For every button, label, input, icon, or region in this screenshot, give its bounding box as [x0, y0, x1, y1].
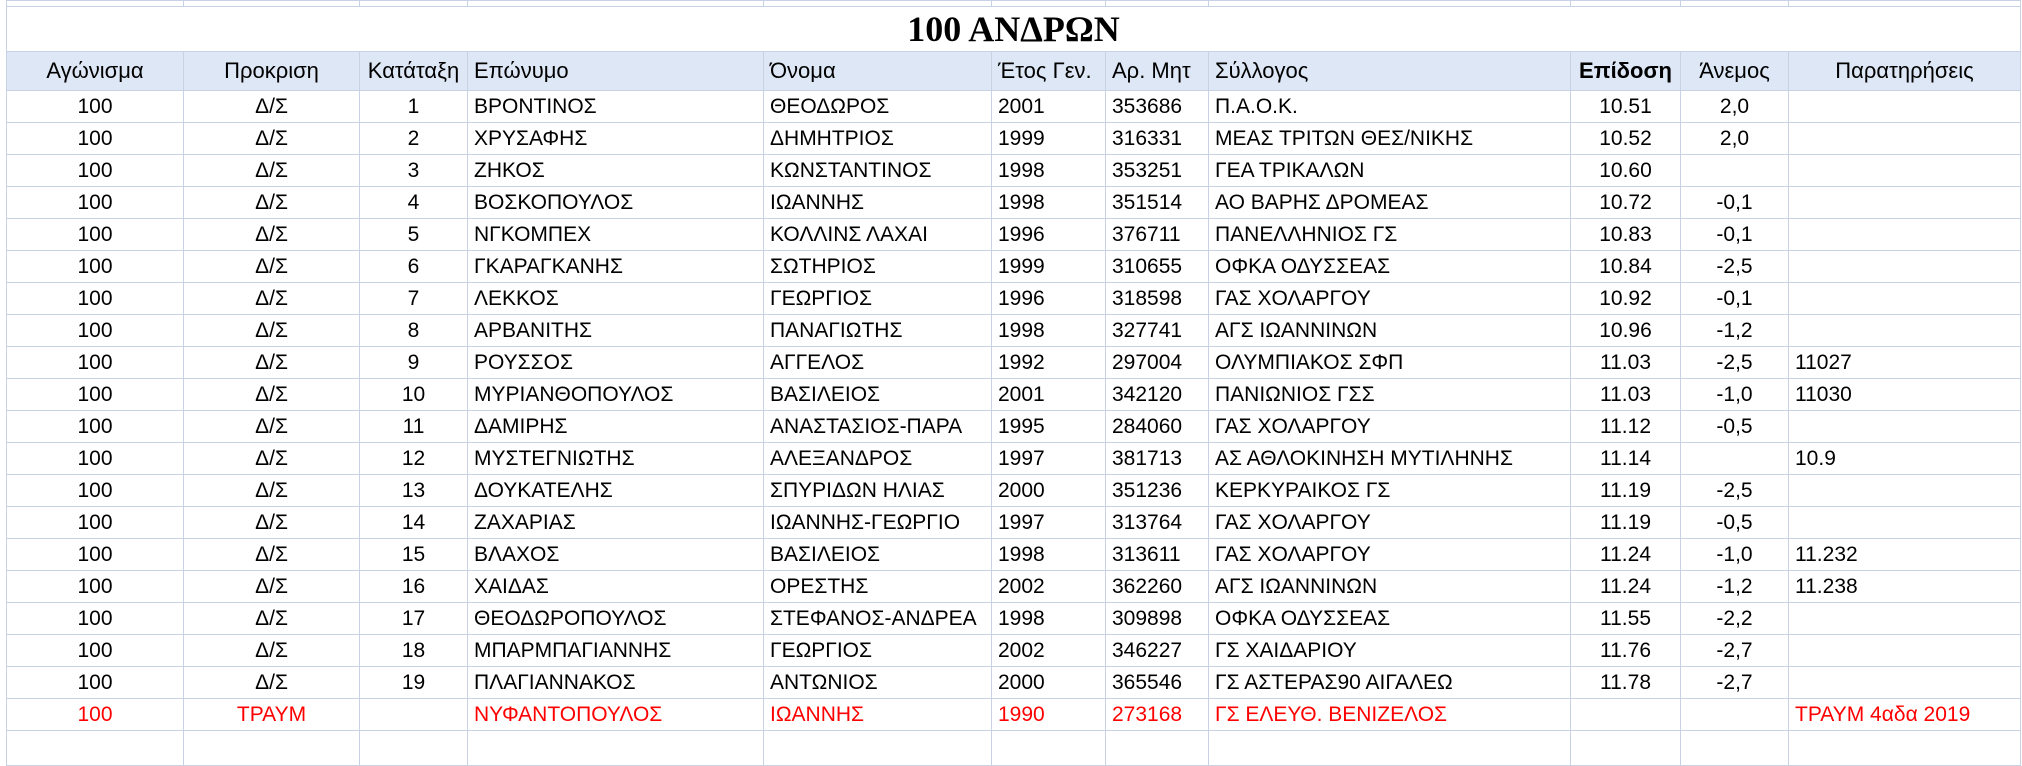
cell-remarks[interactable]: 11027	[1789, 347, 2021, 379]
empty-cell[interactable]	[468, 731, 764, 766]
cell-event[interactable]: 100	[7, 539, 184, 571]
cell-performance[interactable]: 11.03	[1571, 347, 1681, 379]
cell-remarks[interactable]	[1789, 219, 2021, 251]
cell-surname[interactable]: ΜΥΡΙΑΝΘΟΠΟΥΛΟΣ	[468, 379, 764, 411]
cell-performance[interactable]: 10.60	[1571, 155, 1681, 187]
cell-rank[interactable]: 14	[360, 507, 468, 539]
cell-remarks[interactable]	[1789, 411, 2021, 443]
cell-wind[interactable]: -2,7	[1681, 667, 1789, 699]
results-table	[6, 0, 2021, 766]
cell-performance[interactable]: 11.03	[1571, 379, 1681, 411]
table-row	[7, 91, 2021, 123]
cell-surname[interactable]: ΔΑΜΙΡΗΣ	[468, 411, 764, 443]
cell-surname[interactable]: ΛΕΚΚΟΣ	[468, 283, 764, 315]
cell-qualification[interactable]: Δ/Σ	[184, 155, 360, 187]
empty-cell[interactable]	[1209, 731, 1571, 766]
cell-club[interactable]: ΜΕΑΣ ΤΡΙΤΩΝ ΘΕΣ/ΝΙΚΗΣ	[1209, 123, 1571, 155]
cell-qualification[interactable]: Δ/Σ	[184, 283, 360, 315]
cell-remarks[interactable]: 11.232	[1789, 539, 2021, 571]
cell-remarks[interactable]: ΤΡΑΥΜ 4αδα 2019	[1789, 699, 2021, 731]
cell-registration-number[interactable]: 310655	[1106, 251, 1209, 283]
cell-first-name[interactable]: ΟΡΕΣΤΗΣ	[764, 571, 992, 603]
cell-surname[interactable]: ΖΗΚΟΣ	[468, 155, 764, 187]
cell-club[interactable]: Π.Α.Ο.Κ.	[1209, 91, 1571, 123]
cell-birth-year[interactable]: 2001	[992, 379, 1106, 411]
cell-registration-number[interactable]: 342120	[1106, 379, 1209, 411]
cell-surname[interactable]: ΡΟΥΣΣΟΣ	[468, 347, 764, 379]
empty-cell[interactable]	[1571, 731, 1681, 766]
cell-surname[interactable]: ΜΠΑΡΜΠΑΓΙΑΝΝΗΣ	[468, 635, 764, 667]
cell-club[interactable]: ΑΣ ΑΘΛΟΚΙΝΗΣΗ ΜΥΤΙΛΗΝΗΣ	[1209, 443, 1571, 475]
empty-cell[interactable]	[184, 731, 360, 766]
cell-first-name[interactable]: ΓΕΩΡΓΙΟΣ	[764, 283, 992, 315]
cell-surname[interactable]: ΝΓΚΟΜΠΕΧ	[468, 219, 764, 251]
cell-qualification[interactable]: Δ/Σ	[184, 603, 360, 635]
cell-registration-number[interactable]: 346227	[1106, 635, 1209, 667]
cell-birth-year[interactable]: 1995	[992, 411, 1106, 443]
cell-event[interactable]: 100	[7, 187, 184, 219]
cell-birth-year[interactable]: 1990	[992, 699, 1106, 731]
cell-club[interactable]: ΑΓΣ ΙΩΑΝΝΙΝΩΝ	[1209, 315, 1571, 347]
col-header-surname[interactable]: Επώνυμο	[468, 52, 764, 91]
col-header-rank[interactable]: Κατάταξη	[360, 52, 468, 91]
cell-wind[interactable]	[1681, 699, 1789, 731]
cell-rank[interactable]: 6	[360, 251, 468, 283]
cell-birth-year[interactable]: 2001	[992, 91, 1106, 123]
cell-rank[interactable]: 10	[360, 379, 468, 411]
cell-first-name[interactable]: ΚΟΛΛΙΝΣ ΛΑΧΑΙ	[764, 219, 992, 251]
table-row	[7, 283, 2021, 315]
cell-birth-year[interactable]: 2002	[992, 571, 1106, 603]
sheet-title[interactable]: 100 ΑΝΔΡΩΝ	[7, 7, 2021, 52]
cell-qualification[interactable]: Δ/Σ	[184, 187, 360, 219]
col-header-performance[interactable]: Επίδοση	[1571, 52, 1681, 91]
cell-qualification[interactable]: Δ/Σ	[184, 379, 360, 411]
col-header-remarks[interactable]: Παρατηρήσεις	[1789, 52, 2021, 91]
cell-event[interactable]: 100	[7, 91, 184, 123]
cell-rank[interactable]: 3	[360, 155, 468, 187]
cell-performance[interactable]: 11.24	[1571, 571, 1681, 603]
empty-cell[interactable]	[7, 731, 184, 766]
cell-qualification[interactable]: Δ/Σ	[184, 347, 360, 379]
cell-birth-year[interactable]: 1998	[992, 603, 1106, 635]
col-header-birth-year[interactable]: Έτος Γεν.	[992, 52, 1106, 91]
cell-event[interactable]: 100	[7, 443, 184, 475]
table-row	[7, 347, 2021, 379]
cell-surname[interactable]: ΔΟΥΚΑΤΕΛΗΣ	[468, 475, 764, 507]
cell-remarks[interactable]	[1789, 603, 2021, 635]
cell-qualification[interactable]: Δ/Σ	[184, 411, 360, 443]
table-row	[7, 475, 2021, 507]
cell-registration-number[interactable]: 313764	[1106, 507, 1209, 539]
cell-birth-year[interactable]: 1999	[992, 123, 1106, 155]
cell-club[interactable]: ΓΣ ΑΣΤΕΡΑΣ90 ΑΙΓΑΛΕΩ	[1209, 667, 1571, 699]
col-header-first-name[interactable]: Όνομα	[764, 52, 992, 91]
cell-first-name[interactable]: ΒΑΣΙΛΕΙΟΣ	[764, 539, 992, 571]
cell-performance[interactable]	[1571, 699, 1681, 731]
cell-club[interactable]: ΟΦΚΑ ΟΔΥΣΣΕΑΣ	[1209, 251, 1571, 283]
cell-wind[interactable]: -0,5	[1681, 507, 1789, 539]
cell-event[interactable]: 100	[7, 155, 184, 187]
cell-first-name[interactable]: ΣΤΕΦΑΝΟΣ-ΑΝΔΡΕΑ	[764, 603, 992, 635]
cell-surname[interactable]: ΧΡΥΣΑΦΗΣ	[468, 123, 764, 155]
cell-registration-number[interactable]: 351236	[1106, 475, 1209, 507]
cell-first-name[interactable]: ΑΝΤΩΝΙΟΣ	[764, 667, 992, 699]
cell-event[interactable]: 100	[7, 635, 184, 667]
cell-performance[interactable]: 11.24	[1571, 539, 1681, 571]
cell-remarks[interactable]	[1789, 155, 2021, 187]
cell-surname[interactable]: ΠΛΑΓΙΑΝΝΑΚΟΣ	[468, 667, 764, 699]
table-row	[7, 187, 2021, 219]
cell-first-name[interactable]: ΠΑΝΑΓΙΩΤΗΣ	[764, 315, 992, 347]
cell-remarks[interactable]	[1789, 475, 2021, 507]
cell-surname[interactable]: ΑΡΒΑΝΙΤΗΣ	[468, 315, 764, 347]
cell-remarks[interactable]	[1789, 507, 2021, 539]
cell-birth-year[interactable]: 1998	[992, 315, 1106, 347]
cell-qualification[interactable]: Δ/Σ	[184, 667, 360, 699]
cell-remarks[interactable]: 11.238	[1789, 571, 2021, 603]
cell-wind[interactable]: -1,0	[1681, 539, 1789, 571]
table-row	[7, 667, 2021, 699]
col-header-qualification[interactable]: Προκριση	[184, 52, 360, 91]
cell-remarks[interactable]	[1789, 187, 2021, 219]
cell-rank[interactable]	[360, 699, 468, 731]
cell-event[interactable]: 100	[7, 507, 184, 539]
cell-rank[interactable]: 15	[360, 539, 468, 571]
col-header-event[interactable]: Αγώνισμα	[7, 52, 184, 91]
cell-surname[interactable]: ΒΟΣΚΟΠΟΥΛΟΣ	[468, 187, 764, 219]
cell-birth-year[interactable]: 1997	[992, 507, 1106, 539]
cell-birth-year[interactable]: 1998	[992, 155, 1106, 187]
cell-event[interactable]: 100	[7, 667, 184, 699]
cell-first-name[interactable]: ΙΩΑΝΝΗΣ	[764, 187, 992, 219]
col-header-registration-number[interactable]: Αρ. Μητ	[1106, 52, 1209, 91]
cell-wind[interactable]: -1,2	[1681, 571, 1789, 603]
cell-registration-number[interactable]: 313611	[1106, 539, 1209, 571]
cell-registration-number[interactable]: 362260	[1106, 571, 1209, 603]
cell-club[interactable]: ΓΣ ΕΛΕΥΘ. ΒΕΝΙΖΕΛΟΣ	[1209, 699, 1571, 731]
cell-birth-year[interactable]: 1996	[992, 283, 1106, 315]
cell-rank[interactable]: 8	[360, 315, 468, 347]
cell-registration-number[interactable]: 351514	[1106, 187, 1209, 219]
cell-wind[interactable]	[1681, 155, 1789, 187]
cell-registration-number[interactable]: 316331	[1106, 123, 1209, 155]
cell-remarks[interactable]	[1789, 315, 2021, 347]
cell-qualification[interactable]: ΤΡΑΥΜ	[184, 699, 360, 731]
cell-remarks[interactable]	[1789, 251, 2021, 283]
cell-qualification[interactable]: Δ/Σ	[184, 443, 360, 475]
cell-club[interactable]: ΑΓΣ ΙΩΑΝΝΙΝΩΝ	[1209, 571, 1571, 603]
cell-performance[interactable]: 10.52	[1571, 123, 1681, 155]
cell-surname[interactable]: ΘΕΟΔΩΡΟΠΟΥΛΟΣ	[468, 603, 764, 635]
table-row	[7, 635, 2021, 667]
table-row	[7, 251, 2021, 283]
cell-surname[interactable]: ΒΛΑΧΟΣ	[468, 539, 764, 571]
cell-club[interactable]: ΠΑΝΕΛΛΗΝΙΟΣ ΓΣ	[1209, 219, 1571, 251]
cell-rank[interactable]: 4	[360, 187, 468, 219]
cell-remarks[interactable]	[1789, 667, 2021, 699]
cell-event[interactable]: 100	[7, 219, 184, 251]
cell-registration-number[interactable]: 273168	[1106, 699, 1209, 731]
cell-first-name[interactable]: ΓΕΩΡΓΙΟΣ	[764, 635, 992, 667]
cell-rank[interactable]: 12	[360, 443, 468, 475]
col-header-club[interactable]: Σύλλογος	[1209, 52, 1571, 91]
cell-qualification[interactable]: Δ/Σ	[184, 315, 360, 347]
cell-first-name[interactable]: ΣΠΥΡΙΔΩΝ ΗΛΙΑΣ	[764, 475, 992, 507]
cell-birth-year[interactable]: 1999	[992, 251, 1106, 283]
cell-wind[interactable]	[1681, 443, 1789, 475]
cell-qualification[interactable]: Δ/Σ	[184, 219, 360, 251]
cell-surname[interactable]: ΖΑΧΑΡΙΑΣ	[468, 507, 764, 539]
cell-surname[interactable]: ΧΑΙΔΑΣ	[468, 571, 764, 603]
cell-wind[interactable]: -2,5	[1681, 347, 1789, 379]
cell-performance[interactable]: 10.72	[1571, 187, 1681, 219]
cell-performance[interactable]: 11.55	[1571, 603, 1681, 635]
cell-performance[interactable]: 10.96	[1571, 315, 1681, 347]
cell-wind[interactable]: -0,1	[1681, 219, 1789, 251]
cell-first-name[interactable]: ΘΕΟΔΩΡΟΣ	[764, 91, 992, 123]
cell-qualification[interactable]: Δ/Σ	[184, 251, 360, 283]
table-row	[7, 411, 2021, 443]
cell-club[interactable]: ΑΟ ΒΑΡΗΣ ΔΡΟΜΕΑΣ	[1209, 187, 1571, 219]
cell-birth-year[interactable]: 1998	[992, 539, 1106, 571]
cell-wind[interactable]: -2,2	[1681, 603, 1789, 635]
cell-registration-number[interactable]: 381713	[1106, 443, 1209, 475]
cell-first-name[interactable]: ΑΝΑΣΤΑΣΙΟΣ-ΠΑΡΑ	[764, 411, 992, 443]
cell-rank[interactable]: 16	[360, 571, 468, 603]
cell-event[interactable]: 100	[7, 603, 184, 635]
cell-event[interactable]: 100	[7, 475, 184, 507]
cell-qualification[interactable]: Δ/Σ	[184, 571, 360, 603]
cell-first-name[interactable]: ΑΓΓΕΛΟΣ	[764, 347, 992, 379]
cell-remarks[interactable]	[1789, 283, 2021, 315]
cell-rank[interactable]: 7	[360, 283, 468, 315]
cell-rank[interactable]: 17	[360, 603, 468, 635]
empty-cell[interactable]	[992, 731, 1106, 766]
table-row	[7, 443, 2021, 475]
cell-registration-number[interactable]: 353251	[1106, 155, 1209, 187]
table-row	[7, 155, 2021, 187]
cell-performance[interactable]: 11.14	[1571, 443, 1681, 475]
cell-club[interactable]: ΚΕΡΚΥΡΑΙΚΟΣ ΓΣ	[1209, 475, 1571, 507]
cell-first-name[interactable]: ΣΩΤΗΡΙΟΣ	[764, 251, 992, 283]
cell-wind[interactable]: -2,7	[1681, 635, 1789, 667]
cell-club[interactable]: ΠΑΝΙΩΝΙΟΣ ΓΣΣ	[1209, 379, 1571, 411]
cell-first-name[interactable]: ΙΩΑΝΝΗΣ-ΓΕΩΡΓΙΟ	[764, 507, 992, 539]
cell-surname[interactable]: ΓΚΑΡΑΓΚΑΝΗΣ	[468, 251, 764, 283]
table-row	[7, 123, 2021, 155]
col-header-wind[interactable]: Άνεμος	[1681, 52, 1789, 91]
cell-wind[interactable]: -1,2	[1681, 315, 1789, 347]
cell-qualification[interactable]: Δ/Σ	[184, 507, 360, 539]
cell-event[interactable]: 100	[7, 571, 184, 603]
cell-performance[interactable]: 11.12	[1571, 411, 1681, 443]
cell-club[interactable]: ΓΑΣ ΧΟΛΑΡΓΟΥ	[1209, 539, 1571, 571]
cell-registration-number[interactable]: 365546	[1106, 667, 1209, 699]
table-row	[7, 539, 2021, 571]
cell-remarks[interactable]	[1789, 635, 2021, 667]
cell-event[interactable]: 100	[7, 347, 184, 379]
cell-remarks[interactable]	[1789, 123, 2021, 155]
cell-registration-number[interactable]: 309898	[1106, 603, 1209, 635]
cell-qualification[interactable]: Δ/Σ	[184, 123, 360, 155]
cell-qualification[interactable]: Δ/Σ	[184, 539, 360, 571]
cell-registration-number[interactable]: 376711	[1106, 219, 1209, 251]
cell-birth-year[interactable]: 2000	[992, 667, 1106, 699]
cell-club[interactable]: ΟΛΥΜΠΙΑΚΟΣ ΣΦΠ	[1209, 347, 1571, 379]
cell-rank[interactable]: 5	[360, 219, 468, 251]
cell-event[interactable]: 100	[7, 315, 184, 347]
cell-wind[interactable]: -2,5	[1681, 475, 1789, 507]
cell-club[interactable]: ΓΑΣ ΧΟΛΑΡΓΟΥ	[1209, 283, 1571, 315]
cell-wind[interactable]: -2,5	[1681, 251, 1789, 283]
cell-qualification[interactable]: Δ/Σ	[184, 475, 360, 507]
cell-first-name[interactable]: ΒΑΣΙΛΕΙΟΣ	[764, 379, 992, 411]
table-row	[7, 507, 2021, 539]
cell-registration-number[interactable]: 353686	[1106, 91, 1209, 123]
cell-event[interactable]: 100	[7, 411, 184, 443]
cell-wind[interactable]: 2,0	[1681, 91, 1789, 123]
cell-first-name[interactable]: ΑΛΕΞΑΝΔΡΟΣ	[764, 443, 992, 475]
cell-registration-number[interactable]: 318598	[1106, 283, 1209, 315]
cell-remarks[interactable]: 10.9	[1789, 443, 2021, 475]
cell-event[interactable]: 100	[7, 123, 184, 155]
cell-performance[interactable]: 11.19	[1571, 475, 1681, 507]
cell-registration-number[interactable]: 284060	[1106, 411, 1209, 443]
cell-rank[interactable]: 19	[360, 667, 468, 699]
table-row	[7, 603, 2021, 635]
cell-club[interactable]: ΓΑΣ ΧΟΛΑΡΓΟΥ	[1209, 507, 1571, 539]
cell-remarks[interactable]	[1789, 91, 2021, 123]
cell-wind[interactable]: -0,5	[1681, 411, 1789, 443]
cell-rank[interactable]: 13	[360, 475, 468, 507]
cell-surname[interactable]: ΝΥΦΑΝΤΟΠΟΥΛΟΣ	[468, 699, 764, 731]
cell-first-name[interactable]: ΚΩΝΣΤΑΝΤΙΝΟΣ	[764, 155, 992, 187]
cell-performance[interactable]: 10.84	[1571, 251, 1681, 283]
cell-club[interactable]: ΓΑΣ ΧΟΛΑΡΓΟΥ	[1209, 411, 1571, 443]
cell-event[interactable]: 100	[7, 283, 184, 315]
cell-wind[interactable]: -0,1	[1681, 283, 1789, 315]
cell-registration-number[interactable]: 327741	[1106, 315, 1209, 347]
cell-performance[interactable]: 11.76	[1571, 635, 1681, 667]
cell-performance[interactable]: 11.78	[1571, 667, 1681, 699]
cell-surname[interactable]: ΒΡΟΝΤΙΝΟΣ	[468, 91, 764, 123]
cell-qualification[interactable]: Δ/Σ	[184, 91, 360, 123]
cell-rank[interactable]: 9	[360, 347, 468, 379]
cell-club[interactable]: ΟΦΚΑ ΟΔΥΣΣΕΑΣ	[1209, 603, 1571, 635]
table-row	[7, 219, 2021, 251]
empty-cell[interactable]	[764, 731, 992, 766]
cell-rank[interactable]: 1	[360, 91, 468, 123]
cell-wind[interactable]: 2,0	[1681, 123, 1789, 155]
empty-cell[interactable]	[1106, 731, 1209, 766]
cell-birth-year[interactable]: 2002	[992, 635, 1106, 667]
empty-row	[7, 731, 2021, 766]
cell-event[interactable]: 100	[7, 251, 184, 283]
cell-performance[interactable]: 10.51	[1571, 91, 1681, 123]
table-row	[7, 379, 2021, 411]
cell-registration-number[interactable]: 297004	[1106, 347, 1209, 379]
cell-surname[interactable]: ΜΥΣΤΕΓΝΙΩΤΗΣ	[468, 443, 764, 475]
empty-cell[interactable]	[360, 731, 468, 766]
header-row	[7, 52, 2021, 91]
cell-club[interactable]: ΓΣ ΧΑΙΔΑΡΙΟΥ	[1209, 635, 1571, 667]
cell-performance[interactable]: 11.19	[1571, 507, 1681, 539]
cell-birth-year[interactable]: 2000	[992, 475, 1106, 507]
empty-cell[interactable]	[1789, 731, 2021, 766]
cell-birth-year[interactable]: 1998	[992, 187, 1106, 219]
cell-rank[interactable]: 2	[360, 123, 468, 155]
cell-performance[interactable]: 10.92	[1571, 283, 1681, 315]
cell-qualification[interactable]: Δ/Σ	[184, 635, 360, 667]
cell-rank[interactable]: 18	[360, 635, 468, 667]
cell-birth-year[interactable]: 1997	[992, 443, 1106, 475]
empty-cell[interactable]	[1681, 731, 1789, 766]
cell-first-name[interactable]: ΔΗΜΗΤΡΙΟΣ	[764, 123, 992, 155]
title-row	[7, 7, 2021, 52]
cell-birth-year[interactable]: 1992	[992, 347, 1106, 379]
table-row	[7, 571, 2021, 603]
cell-birth-year[interactable]: 1996	[992, 219, 1106, 251]
cell-club[interactable]: ΓΕΑ ΤΡΙΚΑΛΩΝ	[1209, 155, 1571, 187]
cell-event[interactable]: 100	[7, 379, 184, 411]
cell-wind[interactable]: -0,1	[1681, 187, 1789, 219]
table-row	[7, 315, 2021, 347]
cell-wind[interactable]: -1,0	[1681, 379, 1789, 411]
cell-performance[interactable]: 10.83	[1571, 219, 1681, 251]
cell-rank[interactable]: 11	[360, 411, 468, 443]
cell-first-name[interactable]: ΙΩΑΝΝΗΣ	[764, 699, 992, 731]
cell-remarks[interactable]: 11030	[1789, 379, 2021, 411]
cell-event[interactable]: 100	[7, 699, 184, 731]
table-row	[7, 699, 2021, 731]
